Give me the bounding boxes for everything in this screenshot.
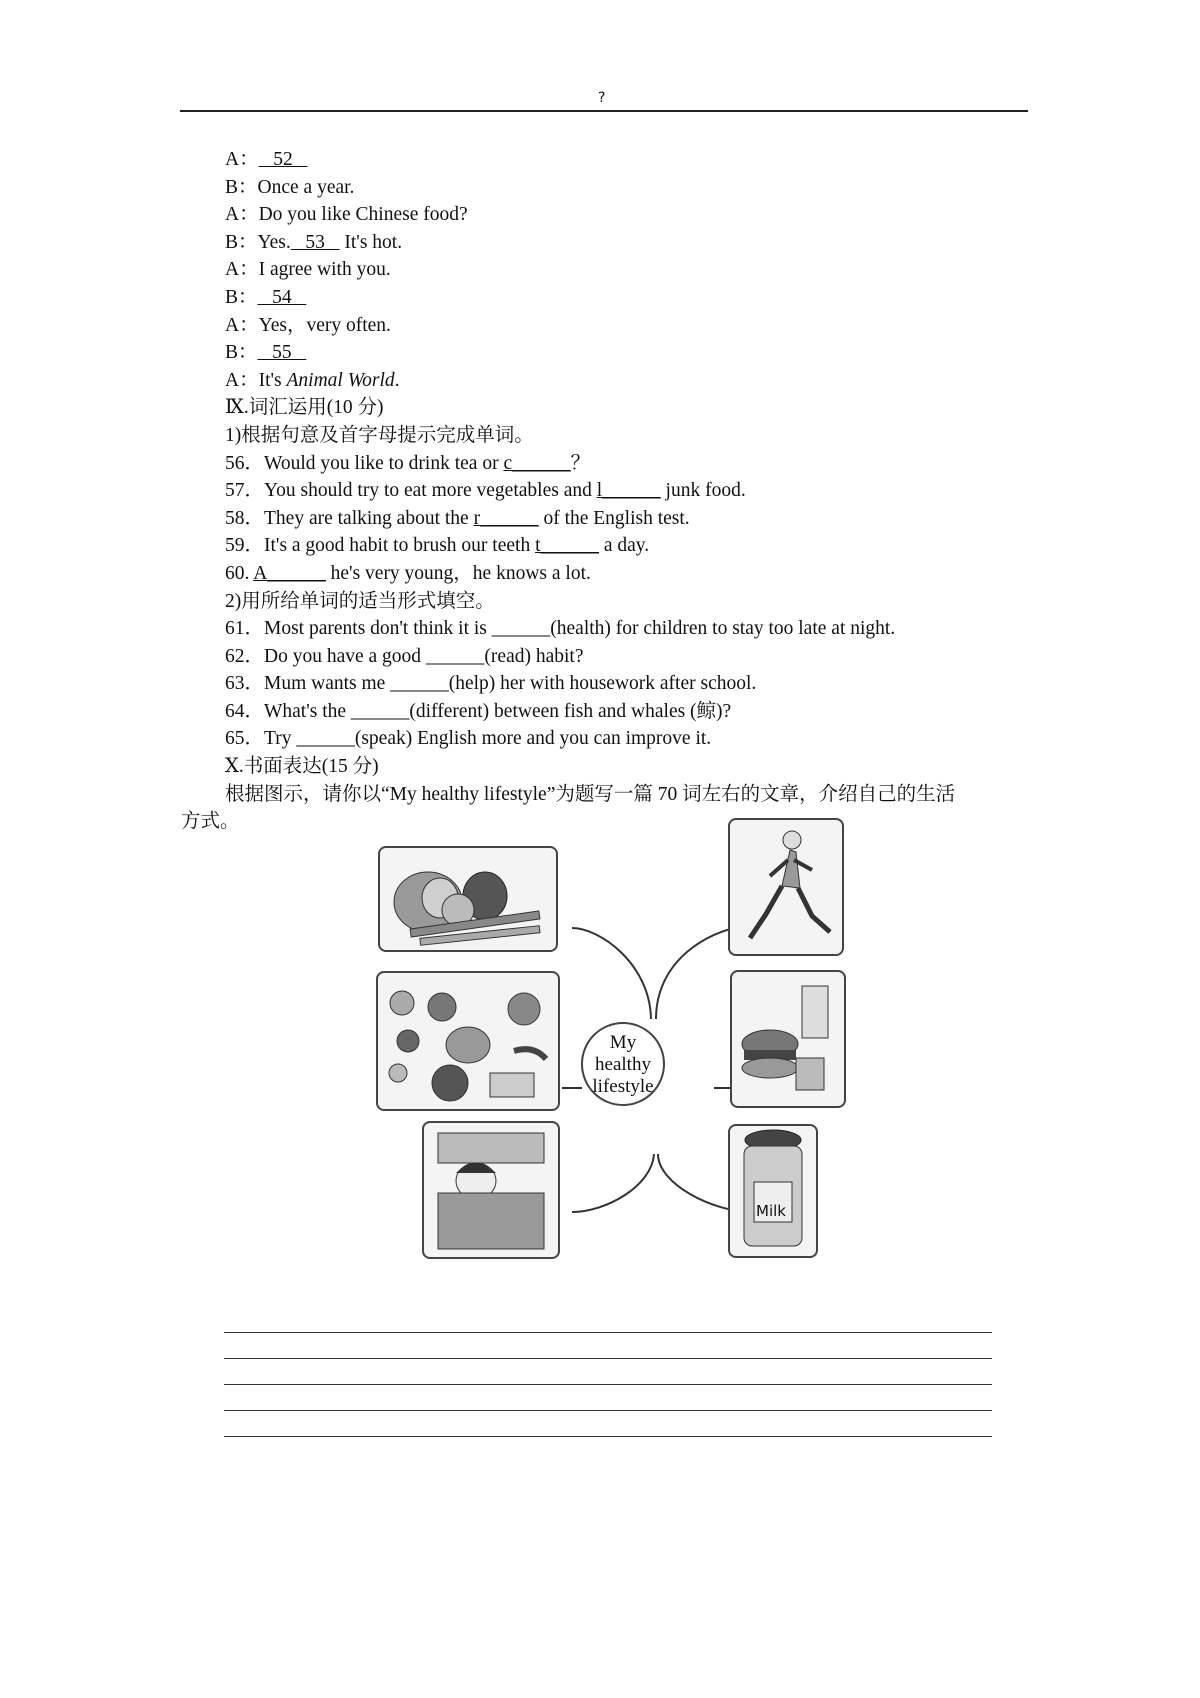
- dialogue-line: [225, 339, 1025, 367]
- header-rule: [180, 110, 1028, 112]
- dialogue-line: [225, 284, 1025, 312]
- writing-prompt-line-2: 方式。: [181, 811, 240, 833]
- lifestyle-diagram: [368, 834, 880, 1294]
- speaker-label: A：: [225, 314, 259, 336]
- speaker-label: B：: [225, 231, 258, 253]
- word-form-item: 65．Try ______(speak) English more and you can improve it.: [225, 728, 712, 750]
- word-form-item: 63．Mum wants me ______(help) her with housework after school.: [225, 673, 757, 695]
- part-1-items: [225, 450, 1025, 588]
- vocab-item: [225, 560, 1025, 588]
- hint-letter: r: [473, 507, 481, 529]
- speaker-label: A：: [225, 259, 259, 281]
- bed-icon: [424, 1123, 558, 1257]
- dialogue-line: [225, 312, 1025, 340]
- answer-blank[interactable]: ______: [602, 480, 661, 502]
- dialogue-line: [225, 256, 1025, 284]
- milk-label: Milk: [756, 1202, 786, 1220]
- vegetables-icon: [380, 848, 556, 950]
- center-label-2: healthy: [595, 1054, 651, 1075]
- item-text: You should try to eat more vegetables and: [264, 480, 597, 502]
- item-number: 58．: [225, 507, 265, 529]
- writing-prompt-line-1: 根据图示，请你以“My healthy lifestyle”为题写一篇 70 词左右的文章，介绍自己的生活: [225, 783, 956, 805]
- answer-blank[interactable]: ______: [540, 535, 599, 557]
- item-text: They are talking about the: [264, 507, 474, 529]
- section-9-title: Ⅸ.词汇运用(10 分): [225, 397, 384, 419]
- burger-icon: [732, 972, 844, 1106]
- header-mark: ?: [598, 90, 606, 106]
- hint-letter: A: [253, 562, 268, 584]
- word-form-item: 61．Most parents don't think it is ______(health) for children to stay too late at night.: [225, 618, 896, 640]
- part-2-title: 2)用所给单词的适当形式填空。: [225, 590, 495, 612]
- answer-line[interactable]: [224, 1411, 992, 1437]
- fruits-icon: [378, 973, 558, 1109]
- dialogue-text: It's: [258, 369, 287, 391]
- item-text: Would you like to drink tea or: [264, 452, 504, 474]
- fruits-picture: [376, 971, 560, 1111]
- item-number: 60.: [225, 562, 254, 584]
- word-form-item: 64．What's the ______(different) between fish and whales (鲸)?: [225, 700, 732, 722]
- speaker-label: A：: [225, 369, 259, 391]
- word-form-item: 62．Do you have a good ______(read) habit?: [225, 645, 584, 667]
- section-10-title: Ⅹ.书面表达(15 分): [225, 756, 379, 778]
- vegetables-picture: [378, 846, 558, 952]
- speaker-label: B：: [225, 176, 258, 198]
- speaker-label: B：: [225, 342, 258, 364]
- answer-blank[interactable]: ______: [512, 452, 571, 474]
- speaker-label: A：: [225, 149, 259, 170]
- hint-letter: t: [535, 535, 541, 557]
- item-number: 59．: [225, 535, 265, 557]
- center-label-1: My: [609, 1032, 637, 1053]
- dialogue: [225, 146, 1025, 394]
- vocab-item: [225, 532, 1025, 560]
- vocab-item: [225, 505, 1025, 533]
- blank-number[interactable]: 55: [257, 342, 307, 364]
- hint-letter: c: [503, 452, 513, 474]
- answer-line[interactable]: [224, 1307, 992, 1333]
- vocab-item: [225, 450, 1025, 478]
- dialogue-line: [225, 174, 1025, 202]
- worksheet-content: [181, 146, 1025, 836]
- dialogue-text: Once a year.: [257, 176, 355, 198]
- blank-number[interactable]: 53: [290, 231, 340, 253]
- center-circle: [581, 1022, 665, 1106]
- milk-jar-icon: [730, 1126, 816, 1256]
- dialogue-text: I agree with you.: [258, 259, 391, 281]
- answer-blank[interactable]: ______: [480, 507, 539, 529]
- vocab-item: [225, 477, 1025, 505]
- item-text: It's a good habit to brush our teeth: [264, 535, 536, 557]
- part-1-title: 1)根据句意及首字母提示完成单词。: [225, 424, 534, 446]
- dialogue-text: Do you like Chinese food?: [258, 204, 468, 226]
- running-picture: [728, 818, 844, 956]
- item-text: a day.: [599, 535, 650, 557]
- dialogue-line: [225, 146, 1025, 174]
- blank-number[interactable]: 52: [258, 149, 308, 170]
- item-text: he's very young，he knows a lot.: [325, 562, 591, 584]
- item-number: 56．: [225, 452, 265, 474]
- dialogue-text: Yes，very often.: [258, 314, 391, 336]
- dialogue-line: [225, 229, 1025, 257]
- answer-line[interactable]: [224, 1385, 992, 1411]
- dialogue-line: [225, 367, 1025, 395]
- speaker-label: B：: [225, 286, 258, 308]
- dialogue-text: Yes.: [257, 231, 291, 253]
- milk-picture: [728, 1124, 818, 1258]
- junk-food-picture: [730, 970, 846, 1108]
- answer-line[interactable]: [224, 1333, 992, 1359]
- item-number: 57．: [225, 480, 265, 502]
- runner-icon: [730, 820, 842, 954]
- item-text: of the English test.: [538, 507, 690, 529]
- item-text: ？: [570, 452, 591, 474]
- answer-blank[interactable]: ______: [267, 562, 326, 584]
- program-title: Animal World: [286, 369, 395, 391]
- dialogue-line: [225, 201, 1025, 229]
- speaker-label: A：: [225, 204, 259, 226]
- dialogue-text: .: [394, 369, 400, 391]
- answer-lines: [224, 1307, 992, 1437]
- blank-number[interactable]: 54: [257, 286, 307, 308]
- hint-letter: l: [596, 480, 603, 502]
- answer-line[interactable]: [224, 1359, 992, 1385]
- dialogue-text: It's hot.: [339, 231, 403, 253]
- item-text: junk food.: [660, 480, 746, 502]
- center-label-3: lifestyle: [592, 1076, 654, 1097]
- sleeping-picture: [422, 1121, 560, 1259]
- part-2-items: [225, 615, 1025, 753]
